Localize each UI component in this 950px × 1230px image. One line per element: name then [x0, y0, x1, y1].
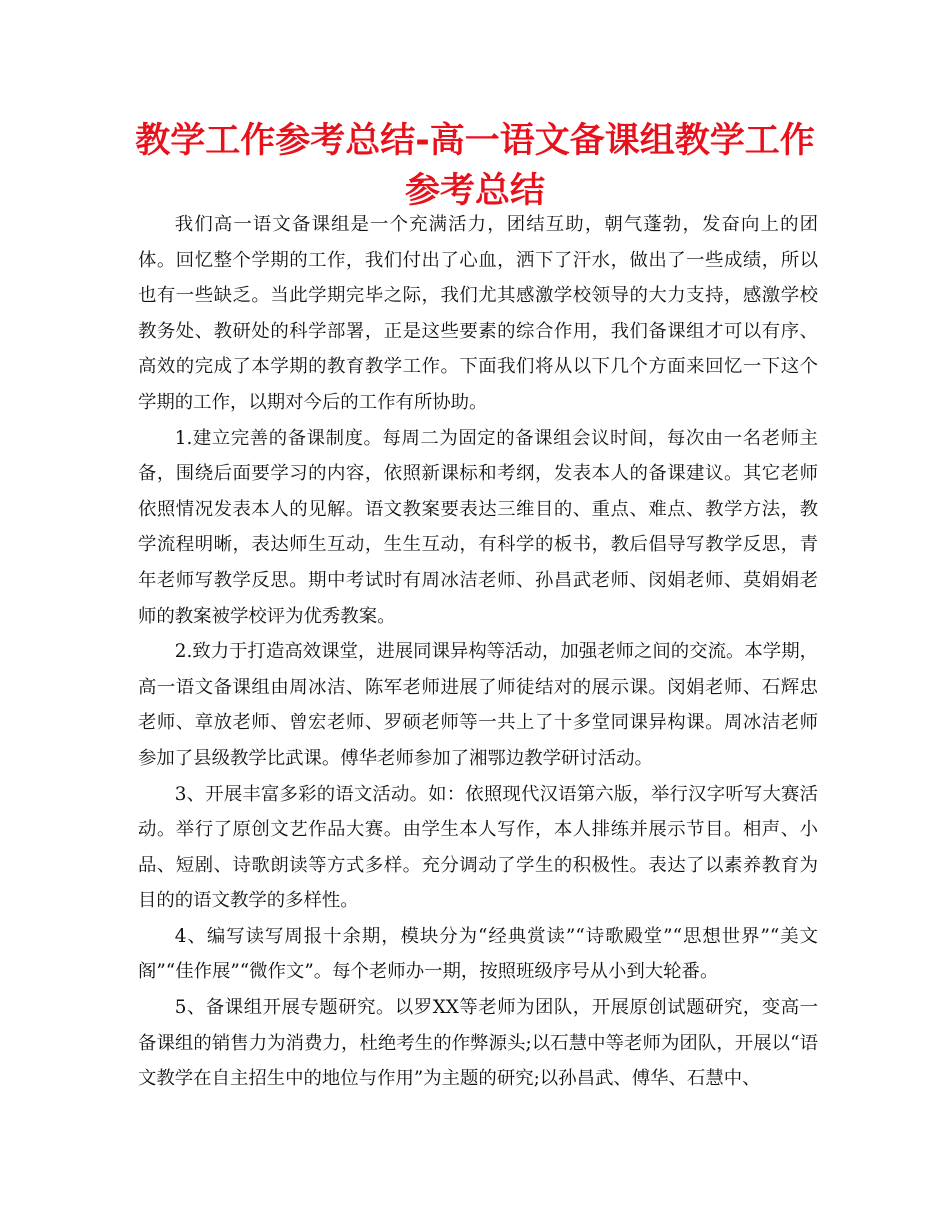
- paragraph-item-1: 1.建立完善的备课制度。每周二为固定的备课组会议时间，每次由一名老师主备，围绕后面要学习的内容，依照新课标和考纲，发表本人的备课建议。其它老师依照情况发表本人的见解。语文教案要表达三维目的、重点、难点、教学方法，教学流程明晰，表达师生互动，生生互动，有科学的板书，教后倡导写教学反思，青年老师写教学反思。期中考试时有周冰洁老师、孙昌武老师、闵娟老师、莫娟娟老师的教案被学校评为优秀教案。: [138, 427, 818, 627]
- document-title: 教学工作参考总结-高一语文备课组教学工作参考总结: [135, 121, 815, 211]
- paragraph-item-2: 2.致力于打造高效课堂，进展同课异构等活动，加强老师之间的交流。本学期，高一语文备课组由周冰洁、陈军老师进展了师徒结对的展示课。闵娟老师、石辉忠老师、章放老师、曾宏老师、罗硕老师等一共上了十多堂同课异构课。周冰洁老师参加了县级教学比武课。傅华老师参加了湘鄂边教学研讨活动。: [138, 641, 818, 769]
- paragraph-intro: 我们高一语文备课组是一个充满活力，团结互助，朝气蓬勃，发奋向上的团体。回忆整个学期的工作，我们付出了心血，洒下了汗水，做出了一些成绩，所以也有一些缺乏。当此学期完毕之际，我们尤其感激学校领导的大力支持，感激学校教务处、教研处的科学部署，正是这些要素的综合作用，我们备课组才可以有序、高效的完成了本学期的教育教学工作。下面我们将从以下几个方面来回忆一下这个学期的工作，以期对今后的工作有所协助。: [138, 214, 818, 413]
- paragraph-item-4: 4、编写读写周报十余期，模块分为“经典赏读”“诗歌殿堂”“思想世界”“美文阁”“佳作展”“微作文”。每个老师办一期，按照班级序号从小到大轮番。: [138, 925, 818, 983]
- paragraph-item-3: 3、开展丰富多彩的语文活动。如：依照现代汉语第六版，举行汉字听写大赛活动。举行了原创文艺作品大赛。由学生本人写作，本人排练并展示节目。相声、小品、短剧、诗歌朗读等方式多样。充分调动了学生的积极性。表达了以素养教育为目的的语文教学的多样性。: [138, 783, 818, 912]
- document-body: [138, 207, 818, 1097]
- paragraph-item-5: 5、备课组开展专题研究。以罗XX等老师为团队，开展原创试题研究，变高一备课组的销售力为消费力，杜绝考生的作弊源头;以石慧中等老师为团队，开展以“语文教学在自主招生中的地位与作用”为主题的研究;以孙昌武、傅华、石慧中、: [138, 997, 818, 1090]
